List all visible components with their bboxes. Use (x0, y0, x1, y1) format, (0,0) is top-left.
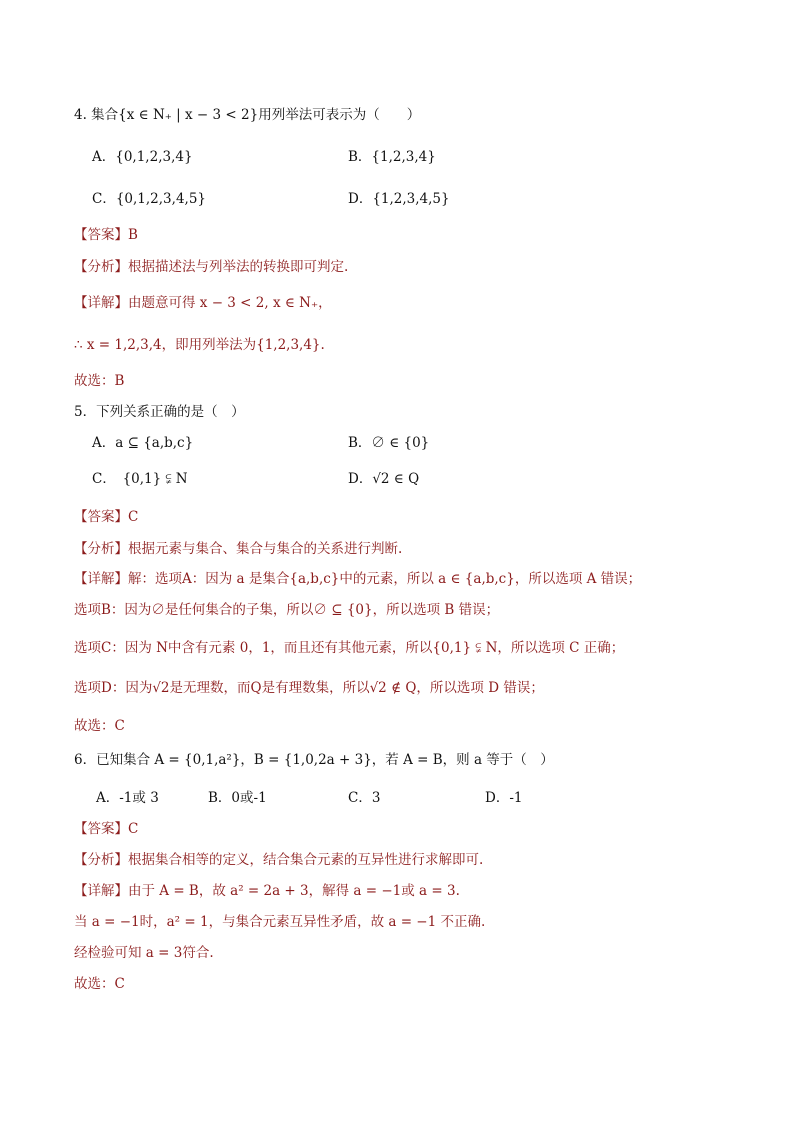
q4-answer-tag: 【答案】 (74, 227, 128, 243)
q6-answer (74, 820, 138, 838)
q4-detail (74, 294, 332, 312)
q4-detail-tag: 【详解】 (74, 295, 128, 311)
q4-detail-line-2: ∴ x = 1,2,3,4，即用列举法为{1,2,3,4}. (74, 337, 325, 353)
q5-answer-tag: 【答案】 (74, 509, 128, 525)
q5-option-c: C． {0,1} ⫋ N (92, 471, 188, 487)
q4-answer (74, 226, 138, 244)
q4-stem: 4. 集合{x ∈ N₊ | x − 3 < 2}用列举法可表示为（ ） (74, 107, 421, 123)
q4-option-b: B．{1,2,3,4} (348, 149, 436, 165)
q4-detail-line-1: 由题意可得 x − 3 < 2, x ∈ N₊， (128, 295, 332, 311)
q6-analysis-text: 根据集合相等的定义，结合集合元素的互异性进行求解即可. (128, 852, 484, 868)
q6-answer-tag: 【答案】 (74, 821, 128, 837)
q5-detail-line-3: 选项C：因为 N中含有元素 0，1，而且还有其他元素，所以{0,1} ⫋ N，所以选项 C 正确； (74, 640, 625, 656)
q6-detail-line-2: 当 a = −1时，a² = 1，与集合元素互异性矛盾，故 a = −1 不正确. (74, 914, 486, 930)
q5-detail (74, 570, 641, 588)
q6-analysis-tag: 【分析】 (74, 852, 128, 868)
q5-option-a: A．a ⊆ {a,b,c} (92, 435, 194, 451)
q6-detail-tag: 【详解】 (74, 883, 128, 899)
q6-detail-line-3: 经检验可知 a = 3符合. (74, 945, 214, 961)
q5-detail-line-1: 解：选项A：因为 a 是集合{a,b,c}中的元素，所以 a ∈ {a,b,c}，所以选项 A 错误； (128, 571, 642, 587)
q6-option-b: B．0或-1 (208, 790, 267, 806)
q5-detail-line-4: 选项D：因为√2是无理数，而Q是有理数集，所以√2 ∉ Q，所以选项 D 错误； (74, 680, 544, 696)
q5-answer (74, 508, 138, 526)
q4-answer-value: B (128, 227, 138, 243)
q4-option-a: A．{0,1,2,3,4} (92, 149, 193, 165)
q6-option-a: A．-1或 3 (96, 790, 159, 806)
q6-option-c: C．3 (348, 790, 381, 806)
q6-option-d: D．-1 (485, 790, 523, 806)
q4-analysis-text: 根据描述法与列举法的转换即可判定. (128, 259, 349, 275)
q5-analysis (74, 540, 402, 558)
q6-choose: 故选：C (74, 976, 125, 992)
q5-option-d: D．√2 ∈ Q (348, 471, 420, 487)
q5-choose: 故选：C (74, 718, 125, 734)
q4-analysis-tag: 【分析】 (74, 259, 128, 275)
q5-detail-line-2: 选项B：因为∅是任何集合的子集，所以∅ ⊆ {0}，所以选项 B 错误； (74, 602, 500, 618)
q6-analysis (74, 851, 483, 869)
q4-choose: 故选：B (74, 373, 125, 389)
q4-option-d: D．{1,2,3,4,5} (348, 191, 450, 207)
q6-detail-line-1: 由于 A = B，故 a² = 2a + 3，解得 a = −1或 a = 3. (128, 883, 460, 899)
q4-option-c: C．{0,1,2,3,4,5} (92, 191, 206, 207)
q5-option-b: B．∅ ∈ {0} (348, 435, 430, 451)
q5-analysis-text: 根据元素与集合、集合与集合的关系进行判断. (128, 541, 403, 557)
q6-answer-value: C (128, 821, 139, 837)
q5-detail-tag: 【详解】 (74, 571, 128, 587)
q4-analysis (74, 258, 348, 276)
q6-detail (74, 882, 460, 900)
q5-answer-value: C (128, 509, 139, 525)
q5-analysis-tag: 【分析】 (74, 541, 128, 557)
q5-stem: 5．下列关系正确的是（ ） (74, 404, 245, 420)
q6-stem: 6．已知集合 A = {0,1,a²}，B = {1,0,2a + 3}，若 A = B，则 a 等于（ ） (74, 752, 554, 768)
